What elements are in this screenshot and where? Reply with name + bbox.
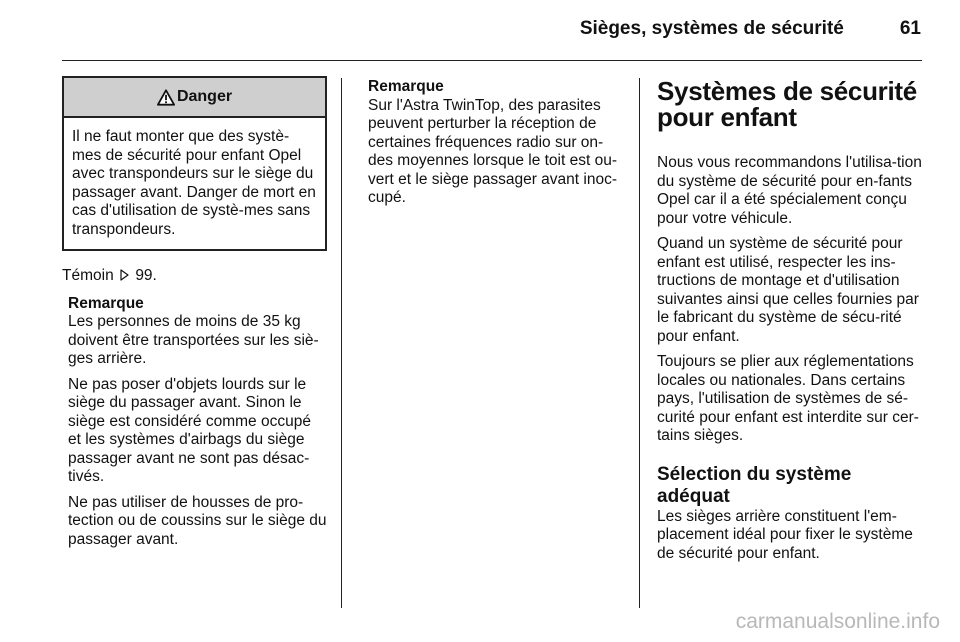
page-reference-arrow-icon: [120, 269, 129, 281]
danger-box-title: Danger: [176, 87, 233, 105]
note-title-middle: Remarque: [368, 78, 444, 95]
subsection-title: Sélection du système adéquat: [657, 463, 852, 507]
note-paragraph: Ne pas poser d'objets lourds sur le siège du passager avant. Sinon le siège est considéré comme occupé et les systèmes d'airbags du siège passager avant ne sont pas désac-tivés.: [68, 375, 311, 485]
column-left: [62, 76, 327, 549]
header-divider: [62, 60, 922, 61]
section-paragraph: Toujours se plier aux réglementations locales ou nationales. Dans certains pays, l'utilisation de systèmes de sé-curité pour enfant est interdite sur cer-tains sièges.: [657, 353, 919, 444]
page-number: 61: [899, 18, 921, 39]
temoin-reference: [62, 267, 327, 286]
note-text-middle: Sur l'Astra TwinTop, des parasites peuvent perturber la réception de certaines fréquences radio sur on-des moyennes lorsque le toit est ou-vert et le siège passager avant inoc-cupé.: [368, 96, 617, 206]
note-paragraph: Les personnes de moins de 35 kg doivent être transportées sur les siè-ges arrière.: [68, 313, 319, 367]
subsection-text: Les sièges arrière constituent l'em-placement idéal pour fixer le système de sécurité pour enfant.: [657, 507, 913, 562]
column-divider-right: [639, 78, 640, 608]
page-header-title: Sièges, systèmes de sécurité: [579, 18, 844, 39]
danger-box-text: Il ne faut monter que des systè-mes de sécurité pour enfant Opel avec transpondeurs sur le siège du passager avant. Danger de mort en cas d'utilisation de systè-mes sans transpondeurs.: [72, 128, 316, 238]
danger-box: [62, 76, 327, 251]
page-header: [0, 18, 921, 40]
note-block-left: [68, 295, 327, 550]
note-title-left: Remarque: [68, 294, 144, 312]
column-right: [657, 78, 922, 563]
note-paragraph: Ne pas utiliser de housses de pro-tection ou de coussins sur le siège du passager avant.: [68, 493, 327, 548]
temoin-page-link[interactable]: 99.: [135, 267, 157, 284]
column-middle: [368, 78, 626, 208]
section-paragraph: Nous vous recommandons l'utilisa-tion du système de sécurité pour en-fants Opel car il a été spécialement conçu pour votre véhicule.: [657, 154, 922, 227]
temoin-label: Témoin: [62, 267, 114, 284]
danger-box-header: [64, 78, 325, 118]
warning-triangle-icon: [157, 89, 175, 106]
column-divider-left: [341, 78, 342, 608]
danger-box-body: [64, 118, 325, 249]
section-title: Systèmes de sécurité pour enfant: [657, 76, 917, 132]
section-paragraph: Quand un système de sécurité pour enfant est utilisé, respecter les ins-tructions de montage et d'utilisation suivantes ainsi que celles fournies par le fabricant du système de sécu-rité pour enfant.: [657, 235, 919, 345]
note-block-middle: [368, 78, 626, 208]
watermark: carmanualsonline.info: [735, 610, 940, 633]
